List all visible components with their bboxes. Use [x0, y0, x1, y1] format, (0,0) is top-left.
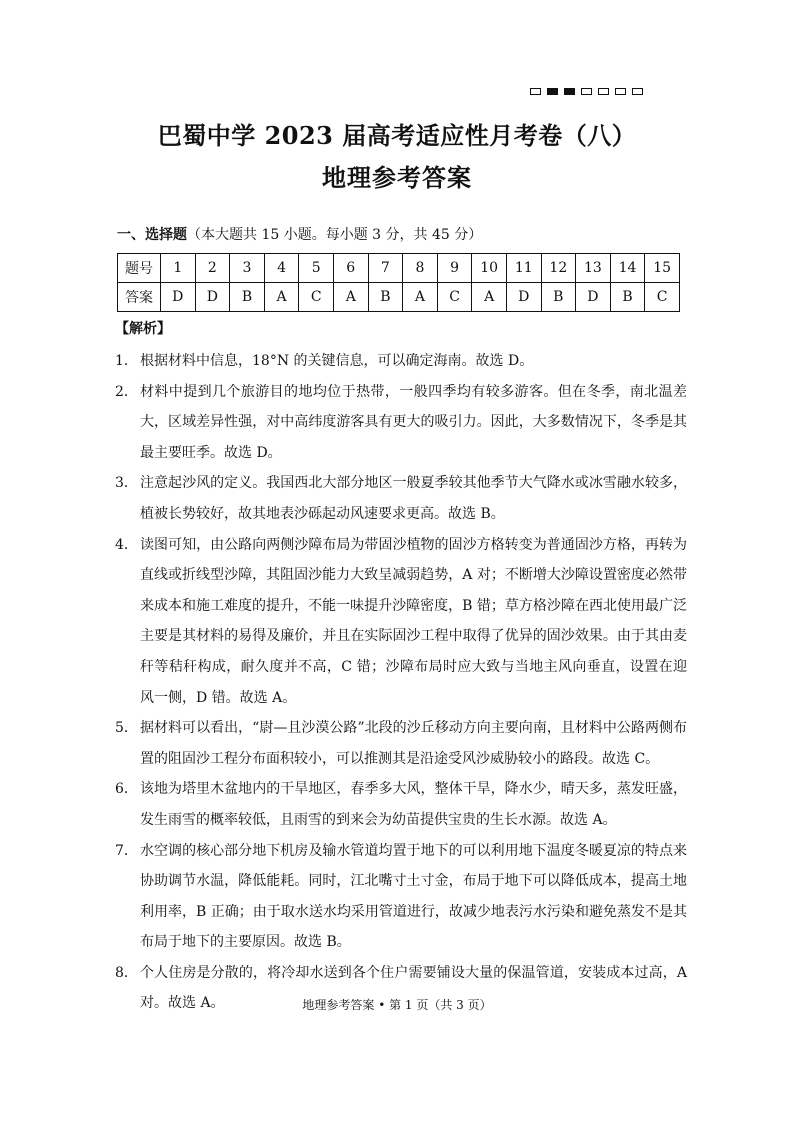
question-number-cell: 8 — [403, 254, 438, 283]
item-number: 5． — [115, 720, 138, 737]
answer-cell: A — [403, 283, 438, 312]
page-mark — [615, 88, 626, 95]
analysis-item — [115, 377, 687, 469]
item-number: 7． — [115, 842, 138, 859]
question-number-cell: 9 — [437, 254, 472, 283]
item-text: 该地为塔里木盆地内的干旱地区，春季多大风，整体干旱，降水少，晴天多，蒸发旺盛，发生雨雪的概率较低，且雨雪的到来会为幼苗提供宝贵的生长水源。故选 A。 — [140, 781, 687, 828]
question-number-cell: 4 — [264, 254, 299, 283]
answer-cell: A — [264, 283, 299, 312]
answer-cell: C — [645, 283, 680, 312]
page-mark — [598, 88, 609, 95]
question-number-cell: 11 — [506, 254, 541, 283]
question-number-row — [118, 254, 680, 283]
analysis-item — [115, 836, 687, 958]
page-mark — [564, 88, 575, 95]
question-number-cell: 10 — [472, 254, 507, 283]
answer-cell: D — [195, 283, 230, 312]
answer-cell: A — [333, 283, 368, 312]
question-number-cell: 7 — [368, 254, 403, 283]
question-number-cell: 1 — [161, 254, 196, 283]
item-text: 水空调的核心部分地下机房及输水管道均置于地下的可以利用地下温度冬暖夏凉的特点来协助调节水温，降低能耗。同时，江北嘴寸土寸金，布局于地下可以降低成本，提高土地利用率，B 正确；由于取水送水均采用管道进行，故减少地表污水污染和避免蒸发不是其布局于地下的主要原因。故选 B。 — [140, 842, 687, 951]
page-id-marks — [530, 88, 643, 95]
page-mark — [530, 88, 541, 95]
item-number: 8． — [115, 964, 138, 981]
document-title: 巴蜀中学 2023 届高考适应性月考卷（八） — [157, 121, 637, 150]
question-number-cell: 5 — [299, 254, 334, 283]
page-footer: 地理参考答案 • 第 1 页（共 3 页） — [302, 998, 492, 1012]
analysis-item — [115, 713, 687, 774]
answer-cell: B — [541, 283, 576, 312]
answer-cell: C — [437, 283, 472, 312]
item-number: 6． — [115, 781, 138, 798]
item-number: 3． — [115, 475, 138, 492]
section-note: （本大题共 15 小题。每小题 3 分，共 45 分） — [187, 227, 483, 243]
item-number: 4． — [115, 536, 138, 553]
analysis-list — [115, 346, 687, 1019]
answer-row — [118, 283, 680, 312]
question-number-cell: 12 — [541, 254, 576, 283]
item-text: 根据材料中信息，18°N 的关键信息，可以确定海南。故选 D。 — [140, 353, 534, 369]
answer-cell: D — [576, 283, 611, 312]
answer-cell: B — [610, 283, 645, 312]
question-number-cell: 14 — [610, 254, 645, 283]
question-number-cell: 13 — [576, 254, 611, 283]
item-text: 个人住房是分散的，将冷却水送到各个住户需要铺设大量的保温管道，安装成本过高，A 对。故选 A。 — [140, 964, 687, 1012]
answer-cell: B — [368, 283, 403, 312]
item-text: 据材料可以看出，“尉—且沙漠公路”北段的沙丘移动方向主要向南，且材料中公路两侧布置的阻固沙工程分布面积较小，可以推测其是沿途受风沙威胁较小的路段。故选 C。 — [140, 720, 687, 767]
page-mark — [581, 88, 592, 95]
answer-cell: C — [299, 283, 334, 312]
question-number-cell: 6 — [333, 254, 368, 283]
answer-cell: D — [161, 283, 196, 312]
analysis-item — [115, 346, 687, 377]
row-label: 答案 — [118, 283, 161, 312]
row-label: 题号 — [118, 254, 161, 283]
analysis-item — [115, 774, 687, 835]
question-number-cell: 15 — [645, 254, 680, 283]
item-text: 材料中提到几个旅游目的地均位于热带，一般四季均有较多游客。但在冬季，南北温差大，区域差异性强，对中高纬度游客具有更大的吸引力。因此，大多数情况下，冬季是其最主要旺季。故选 D。 — [140, 383, 687, 461]
document-subtitle: 地理参考答案 — [322, 163, 472, 192]
analysis-item — [115, 530, 687, 714]
question-number-cell: 2 — [195, 254, 230, 283]
answer-cell: B — [230, 283, 265, 312]
question-number-cell: 3 — [230, 254, 265, 283]
item-number: 2． — [115, 383, 138, 400]
item-text: 注意起沙风的定义。我国西北大部分地区一般夏季较其他季节大气降水或冰雪融水较多，植被长势较好，故其地表沙砾起动风速要求更高。故选 B。 — [140, 475, 687, 522]
page-mark — [632, 88, 643, 95]
analysis-heading: 【解析】 — [115, 321, 171, 337]
item-number: 1． — [115, 353, 138, 369]
page-mark — [547, 88, 558, 95]
analysis-item — [115, 468, 687, 529]
section-heading — [117, 224, 482, 244]
answer-cell: D — [506, 283, 541, 312]
answer-table — [117, 253, 680, 312]
section-title: 一、选择题 — [117, 227, 187, 243]
answer-cell: A — [472, 283, 507, 312]
item-text: 读图可知，由公路向两侧沙障布局为带固沙植物的固沙方格转变为普通固沙方格，再转为直线或折线型沙障，其阻固沙能力大致呈减弱趋势，A 对；不断增大沙障设置密度必然带来成本和施工难度的提升，不能一味提升沙障密度，B 错；草方格沙障在西北使用最广泛主要是其材料的易得及廉价，并且在实际固沙工程中取得了优异的固沙效果。由于其由麦秆等秸秆构成，耐久度并不高，C 错；沙障布局时应大致与当地主风向垂直，设置在迎风一侧，D 错。故选 A。 — [140, 536, 687, 706]
